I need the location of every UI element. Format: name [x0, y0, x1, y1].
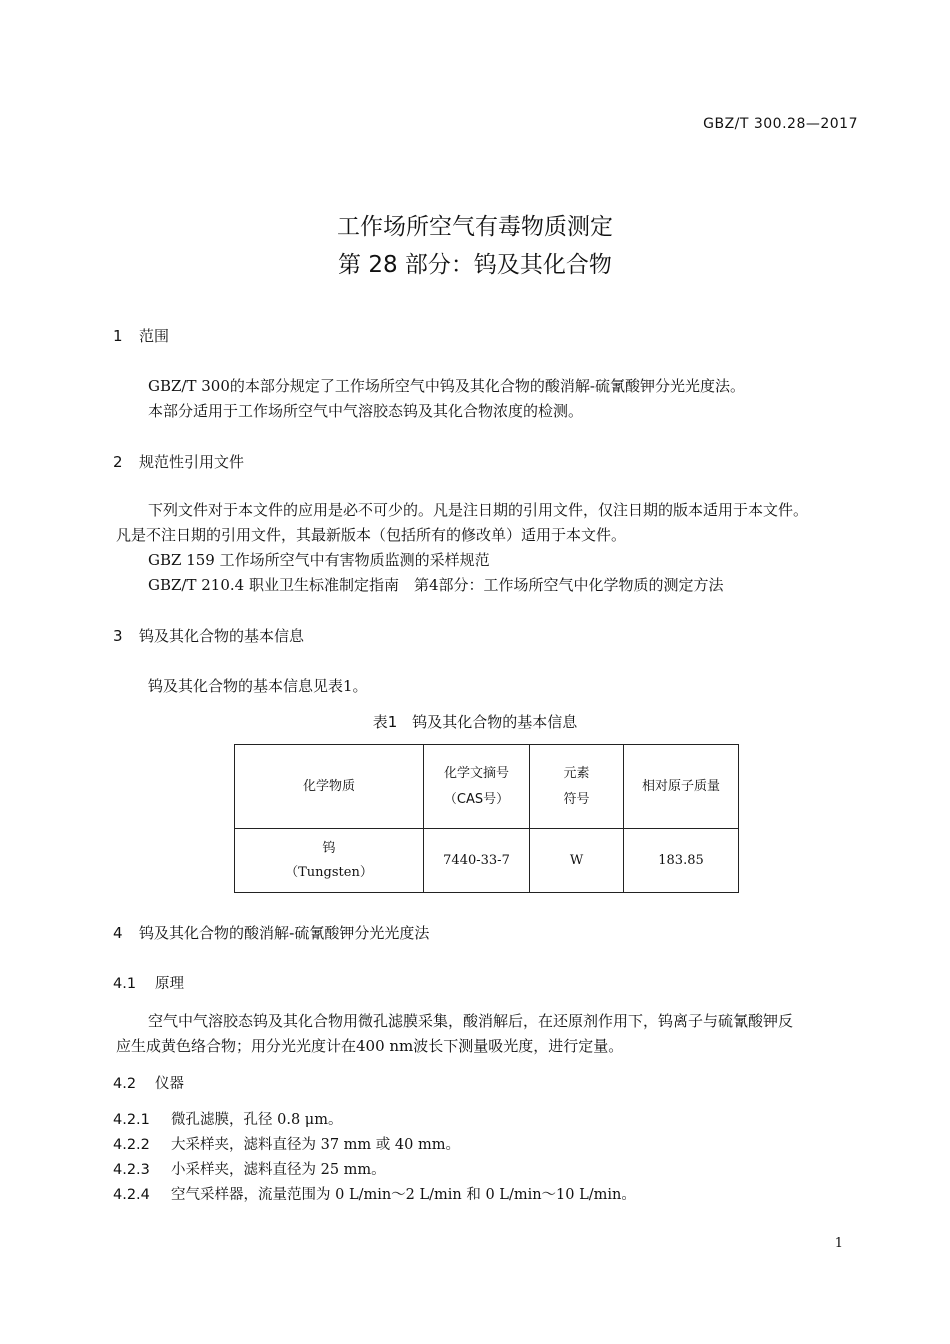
reference-item: GBZ/T 210.4 职业卫生标准制定指南 第4部分：工作场所空气中化学物质的测定方法: [148, 576, 724, 594]
cell-cas: 7440-33-7: [424, 829, 530, 893]
section-number: 2: [113, 453, 123, 471]
paragraph: 凡是不注日期的引用文件，其最新版本（包括所有的修改单）适用于本文件。: [116, 526, 627, 544]
cell-substance: [235, 829, 424, 893]
subsection-title: 仪器: [155, 1076, 184, 1092]
list-item: [113, 1108, 342, 1129]
section-title: 钨及其化合物的基本信息: [139, 627, 305, 645]
section-title: 规范性引用文件: [139, 453, 245, 471]
basic-info-table: [234, 744, 739, 893]
paragraph: 空气中气溶胶态钨及其化合物用微孔滤膜采集，酸消解后，在还原剂作用下，钨离子与硫氰酸钾反: [148, 1012, 794, 1030]
page-number: 1: [834, 1236, 843, 1251]
paragraph: 本部分适用于工作场所空气中气溶胶态钨及其化合物浓度的检测。: [148, 402, 584, 420]
list-item: [113, 1158, 386, 1179]
section-number: 1: [113, 327, 123, 345]
list-item: [113, 1133, 460, 1154]
item-number: 4.2.1: [113, 1112, 150, 1128]
section-2-heading: [113, 451, 244, 472]
substance-name: 钨: [322, 840, 336, 856]
subsection-number: 4.2: [113, 1076, 137, 1092]
header-symbol-line2: 符号: [563, 791, 590, 807]
header-symbol: [530, 745, 624, 829]
list-item: [113, 1183, 636, 1204]
subsection-title: 原理: [155, 976, 184, 992]
document-subtitle: 第 28 部分：钨及其化合物: [338, 252, 612, 278]
item-number: 4.2.2: [113, 1137, 150, 1153]
table-caption: 表1 钨及其化合物的基本信息: [372, 713, 578, 731]
item-text: 小采样夹，滤料直径为 25 mm。: [171, 1162, 386, 1178]
paragraph: 下列文件对于本文件的应用是必不可少的。凡是注日期的引用文件，仅注日期的版本适用于本文件。: [148, 501, 809, 519]
standard-code: GBZ/T 300.28—2017: [703, 116, 858, 132]
substance-name-en: （Tungsten）: [285, 864, 373, 880]
section-title: 钨及其化合物的酸消解-硫氰酸钾分光光度法: [139, 924, 430, 942]
section-4-heading: [113, 922, 429, 943]
paragraph: GBZ/T 300的本部分规定了工作场所空气中钨及其化合物的酸消解-硫氰酸钾分光光度法。: [148, 377, 745, 395]
header-cas-line2: （CAS号）: [443, 791, 510, 807]
header-substance: 化学物质: [235, 745, 424, 829]
document-title: 工作场所空气有毒物质测定: [337, 214, 613, 240]
cell-atomic-mass: 183.85: [624, 829, 739, 893]
item-number: 4.2.4: [113, 1187, 150, 1203]
section-number: 4: [113, 924, 123, 942]
paragraph: 钨及其化合物的基本信息见表1。: [148, 677, 368, 695]
subsection-4-2-heading: [113, 1072, 184, 1093]
cell-symbol: W: [530, 829, 624, 893]
header-cas-line1: 化学文摘号: [443, 765, 509, 781]
table-header-row: [235, 745, 739, 829]
subsection-4-1-heading: [113, 972, 184, 993]
section-title: 范围: [139, 327, 170, 345]
header-symbol-line1: 元素: [563, 765, 590, 781]
header-atomic-mass: 相对原子质量: [624, 745, 739, 829]
item-text: 大采样夹，滤料直径为 37 mm 或 40 mm。: [171, 1137, 460, 1153]
section-3-heading: [113, 625, 304, 646]
reference-item: GBZ 159 工作场所空气中有害物质监测的采样规范: [148, 551, 490, 569]
paragraph: 应生成黄色络合物；用分光光度计在400 nm波长下测量吸光度，进行定量。: [116, 1037, 624, 1055]
header-cas: [424, 745, 530, 829]
item-text: 微孔滤膜，孔径 0.8 μm。: [171, 1112, 343, 1128]
table-row: [235, 829, 739, 893]
item-text: 空气采样器，流量范围为 0 L/min～2 L/min 和 0 L/min～10 L/min。: [171, 1187, 636, 1203]
subsection-number: 4.1: [113, 976, 137, 992]
item-number: 4.2.3: [113, 1162, 150, 1178]
section-number: 3: [113, 627, 123, 645]
section-1-heading: [113, 325, 169, 346]
